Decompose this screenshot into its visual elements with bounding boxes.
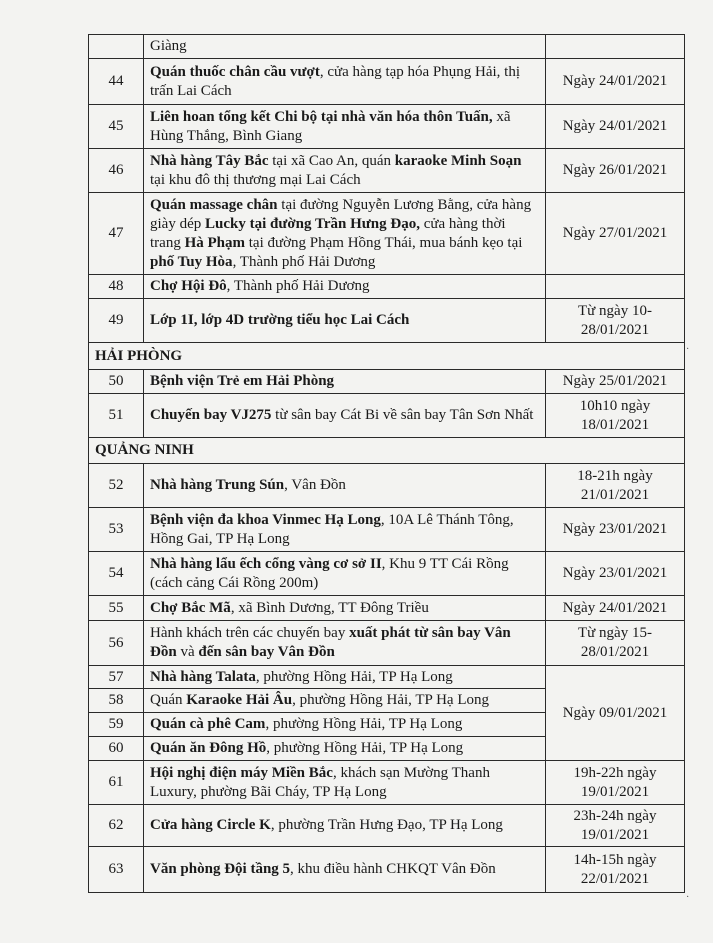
location-cell <box>144 689 546 713</box>
location-detail: tại khu đô thị thương mại Lai Cách <box>150 171 361 188</box>
location-detail: Hành khách trên các chuyến bay <box>150 625 350 641</box>
row-number: 54 <box>89 552 144 596</box>
date-cell: 10h10 ngày 18/01/2021 <box>546 394 685 438</box>
row-number: 51 <box>89 394 144 438</box>
table-row <box>89 666 685 689</box>
row-number: 45 <box>89 105 144 149</box>
location-cell <box>144 464 546 508</box>
location-cell <box>144 370 546 394</box>
location-name: xuất phát từ sân bay Vân Đồn <box>150 625 511 660</box>
date-cell <box>546 275 685 299</box>
location-name: Chợ Hội Đô <box>150 278 227 294</box>
table-row <box>89 299 685 343</box>
location-detail: từ sân bay Cát Bi về sân bay Tân Sơn Nhất <box>271 407 534 423</box>
location-name: Bệnh viện đa khoa Vinmec Hạ Long <box>150 511 381 528</box>
location-name: Chuyến bay VJ275 <box>150 407 272 423</box>
date-cell: Ngày 23/01/2021 <box>546 552 685 596</box>
date-cell: Ngày 09/01/2021 <box>546 666 685 761</box>
location-name: Cửa hàng Circle K <box>150 817 271 833</box>
location-cell <box>144 666 546 689</box>
location-detail: Quán <box>150 692 187 708</box>
row-number <box>89 35 144 59</box>
table-row <box>89 596 685 621</box>
location-detail: cửa hàng thời trang <box>150 215 506 251</box>
table-row <box>89 275 685 299</box>
location-cell <box>144 275 546 299</box>
location-detail: , Vân Đồn <box>284 477 346 493</box>
table-row <box>89 464 685 508</box>
location-detail: tại xã Cao An, quán <box>268 152 395 169</box>
table-row <box>89 35 685 59</box>
location-detail: , Thành phố Hải Dương <box>226 278 370 294</box>
location-detail: Giàng <box>150 38 187 54</box>
table-row <box>89 193 685 275</box>
location-cell <box>144 713 546 737</box>
location-cell <box>144 149 546 193</box>
section-row <box>89 343 685 370</box>
location-name: Quán cà phê Cam <box>150 716 266 732</box>
location-name: Hà Phạm <box>184 234 245 251</box>
location-detail: xã Hùng Thắng, Bình Giang <box>150 108 511 144</box>
table-row <box>89 847 685 893</box>
table-row <box>89 105 685 149</box>
location-name: Lucky tại đường Trần Hưng Đạo, <box>204 215 420 232</box>
location-detail: , 10A Lê Thánh Tông, Hồng Gai, TP Hạ Long <box>150 511 514 547</box>
row-number: 58 <box>89 689 144 713</box>
locations-table <box>88 34 685 893</box>
location-cell <box>144 299 546 343</box>
row-number: 59 <box>89 713 144 737</box>
location-cell <box>144 552 546 596</box>
date-cell: Ngày 26/01/2021 <box>546 149 685 193</box>
location-detail: tại đường Nguyễn Lương Bằng, cửa hàng giày dép <box>150 196 532 232</box>
scan-speck: · <box>686 344 690 355</box>
location-name: Lớp 1I, lớp 4D trường tiểu học Lai Cách <box>150 312 410 328</box>
location-detail: tại đường Phạm Hồng Thái, mua bánh kẹo tại <box>245 234 523 251</box>
row-number: 63 <box>89 847 144 893</box>
location-cell <box>144 59 546 105</box>
location-detail: , cửa hàng tạp hóa Phụng Hải, thị trấn Lai Cách <box>150 63 521 99</box>
location-name: Hội nghị điện máy Miền Bắc <box>150 764 333 781</box>
location-name: Bệnh viện Trẻ em Hải Phòng <box>150 373 335 389</box>
date-cell: Ngày 25/01/2021 <box>546 370 685 394</box>
section-header: QUẢNG NINH <box>89 438 685 464</box>
row-number: 55 <box>89 596 144 621</box>
section-header: HẢI PHÒNG <box>89 343 685 370</box>
row-number: 61 <box>89 761 144 805</box>
date-cell: Ngày 24/01/2021 <box>546 596 685 621</box>
location-cell <box>144 35 546 59</box>
location-name: Quán massage chân <box>150 196 278 213</box>
row-number: 56 <box>89 621 144 666</box>
location-detail: , phường Hồng Hải, TP Hạ Long <box>265 716 463 732</box>
location-cell <box>144 761 546 805</box>
location-detail: , khách sạn Mường Thanh Luxury, phường Bãi Cháy, TP Hạ Long <box>150 764 490 800</box>
table-row <box>89 761 685 805</box>
location-name: đến sân bay Vân Đồn <box>198 644 335 660</box>
location-name: karaoke Minh Soạn <box>394 152 522 169</box>
table-row <box>89 394 685 438</box>
location-name: Liên hoan tổng kết Chi bộ tại nhà văn hóa thôn Tuấn, <box>150 108 493 125</box>
location-name: Chợ Bắc Mã <box>150 599 231 616</box>
date-cell: Ngày 27/01/2021 <box>546 193 685 275</box>
location-name: Văn phòng Đội tầng 5 <box>150 861 291 877</box>
location-name: Nhà hàng Tây Bắc <box>150 152 269 169</box>
location-cell <box>144 847 546 893</box>
location-detail: , phường Hồng Hải, TP Hạ Long <box>255 668 453 685</box>
location-name: Nhà hàng Talata <box>150 668 256 685</box>
table-row <box>89 621 685 666</box>
row-number: 52 <box>89 464 144 508</box>
table-row <box>89 149 685 193</box>
location-detail: , Thành phố Hải Dương <box>232 253 376 270</box>
location-name: Quán thuốc chân cầu vượt <box>150 63 320 80</box>
location-detail: , phường Hồng Hải, TP Hạ Long <box>292 692 489 708</box>
table-row <box>89 59 685 105</box>
location-cell <box>144 193 546 275</box>
location-detail: , phường Trần Hưng Đạo, TP Hạ Long <box>270 817 503 833</box>
location-detail: , phường Hồng Hải, TP Hạ Long <box>266 740 464 756</box>
date-cell <box>546 35 685 59</box>
row-number: 48 <box>89 275 144 299</box>
location-name: phố Tuy Hòa <box>150 253 233 270</box>
date-cell: 19h-22h ngày 19/01/2021 <box>546 761 685 805</box>
table-row <box>89 508 685 552</box>
location-cell <box>144 805 546 847</box>
location-name: Nhà hàng lẩu ếch cổng vàng cơ sở II <box>150 555 382 572</box>
date-cell: Ngày 24/01/2021 <box>546 105 685 149</box>
date-cell: 14h-15h ngày 22/01/2021 <box>546 847 685 893</box>
location-name: Nhà hàng Trung Sún <box>150 477 285 493</box>
table-row <box>89 370 685 394</box>
location-detail: , xã Bình Dương, TT Đông Triều <box>230 599 429 616</box>
location-cell <box>144 737 546 761</box>
scan-speck: · <box>686 892 690 903</box>
row-number: 60 <box>89 737 144 761</box>
date-cell: Ngày 24/01/2021 <box>546 59 685 105</box>
row-number: 49 <box>89 299 144 343</box>
date-cell: Ngày 23/01/2021 <box>546 508 685 552</box>
row-number: 46 <box>89 149 144 193</box>
row-number: 53 <box>89 508 144 552</box>
location-detail: , khu điều hành CHKQT Vân Đồn <box>290 861 496 877</box>
location-cell <box>144 105 546 149</box>
row-number: 50 <box>89 370 144 394</box>
location-detail: , Khu 9 TT Cái Rồng (cách cảng Cái Rồng 200m) <box>150 555 509 591</box>
date-cell: 23h-24h ngày 19/01/2021 <box>546 805 685 847</box>
date-cell: 18-21h ngày 21/01/2021 <box>546 464 685 508</box>
location-name: Karaoke Hải Âu <box>186 692 293 708</box>
table-row <box>89 805 685 847</box>
location-cell <box>144 508 546 552</box>
location-cell <box>144 621 546 666</box>
row-number: 62 <box>89 805 144 847</box>
row-number: 44 <box>89 59 144 105</box>
date-cell: Từ ngày 15-28/01/2021 <box>546 621 685 666</box>
table-row <box>89 552 685 596</box>
location-cell <box>144 596 546 621</box>
location-detail: và <box>176 644 199 660</box>
location-cell <box>144 394 546 438</box>
table-body <box>89 35 685 893</box>
date-cell: Từ ngày 10-28/01/2021 <box>546 299 685 343</box>
section-row <box>89 438 685 464</box>
location-name: Quán ăn Đông Hồ <box>150 740 267 756</box>
row-number: 57 <box>89 666 144 689</box>
row-number: 47 <box>89 193 144 275</box>
